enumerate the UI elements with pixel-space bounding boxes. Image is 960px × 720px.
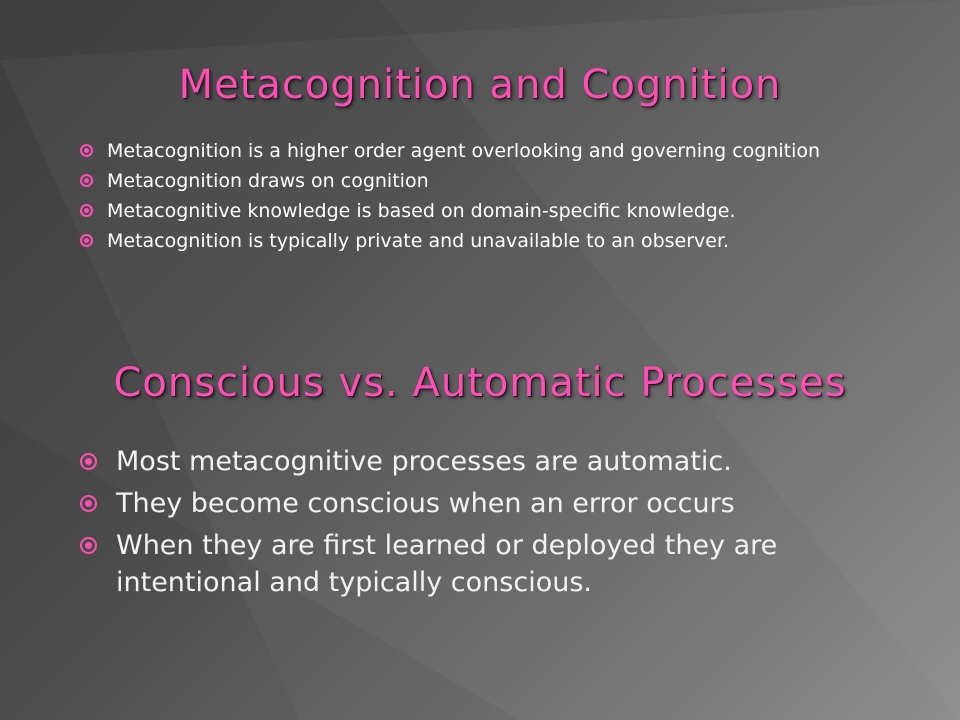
list-item [80, 140, 840, 162]
list-item [80, 200, 840, 222]
bullet-text: Metacognition draws on cognition [107, 170, 429, 192]
list-item [80, 527, 890, 601]
section-title-processes: Conscious vs. Automatic Processes [113, 360, 847, 406]
circle-bullet-icon [80, 174, 93, 187]
circle-bullet-icon [80, 537, 97, 554]
list-item [80, 443, 890, 480]
bullet-text: Metacognitive knowledge is based on domain-specific knowledge. [107, 200, 736, 222]
bullet-list-processes [80, 443, 890, 606]
circle-bullet-icon [80, 453, 97, 470]
circle-bullet-icon [80, 495, 97, 512]
bullet-text: When they are first learned or deployed they are intentional and typically conscious. [116, 530, 778, 598]
bullet-text: Metacognition is a higher order agent overlooking and governing cognition [107, 140, 821, 162]
list-item [80, 170, 840, 192]
bullet-list-metacognition [80, 140, 840, 260]
bullet-text: They become conscious when an error occurs [116, 488, 735, 519]
section-title-metacognition: Metacognition and Cognition [178, 62, 782, 108]
list-item [80, 230, 840, 252]
bullet-text: Most metacognitive processes are automatic. [116, 446, 732, 477]
bullet-text: Metacognition is typically private and unavailable to an observer. [107, 230, 730, 252]
circle-bullet-icon [80, 234, 93, 247]
circle-bullet-icon [80, 144, 93, 157]
circle-bullet-icon [80, 204, 93, 217]
list-item [80, 485, 890, 522]
